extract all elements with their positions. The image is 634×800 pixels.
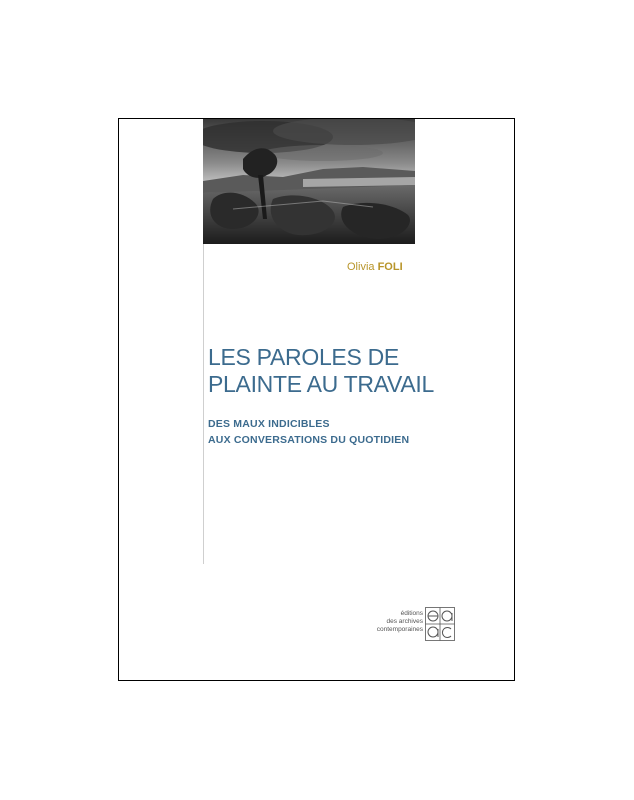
publisher-line-1: éditions bbox=[400, 610, 423, 617]
subtitle-line-2: AUX CONVERSATIONS DU QUOTIDIEN bbox=[208, 434, 410, 446]
publisher-line-2: des archives bbox=[386, 618, 423, 625]
landscape-photo-icon bbox=[203, 119, 415, 244]
book-subtitle bbox=[208, 416, 498, 448]
book-title bbox=[208, 344, 498, 398]
publisher-line-3: contemporaines bbox=[376, 626, 423, 633]
subtitle-line-1: DES MAUX INDICIBLES bbox=[208, 418, 330, 430]
eac-logo-icon bbox=[425, 607, 455, 641]
vertical-rule bbox=[203, 244, 204, 564]
publisher-block bbox=[369, 607, 469, 647]
title-line-2: PLAINTE AU TRAVAIL bbox=[208, 371, 434, 397]
title-line-1: LES PAROLES DE bbox=[208, 344, 399, 370]
cover-photo bbox=[203, 119, 415, 244]
author-name bbox=[347, 261, 403, 273]
book-cover bbox=[118, 118, 515, 681]
author-last-name: FOLI bbox=[377, 261, 403, 273]
author-first-name: Olivia bbox=[347, 261, 375, 273]
publisher-name bbox=[377, 610, 423, 634]
